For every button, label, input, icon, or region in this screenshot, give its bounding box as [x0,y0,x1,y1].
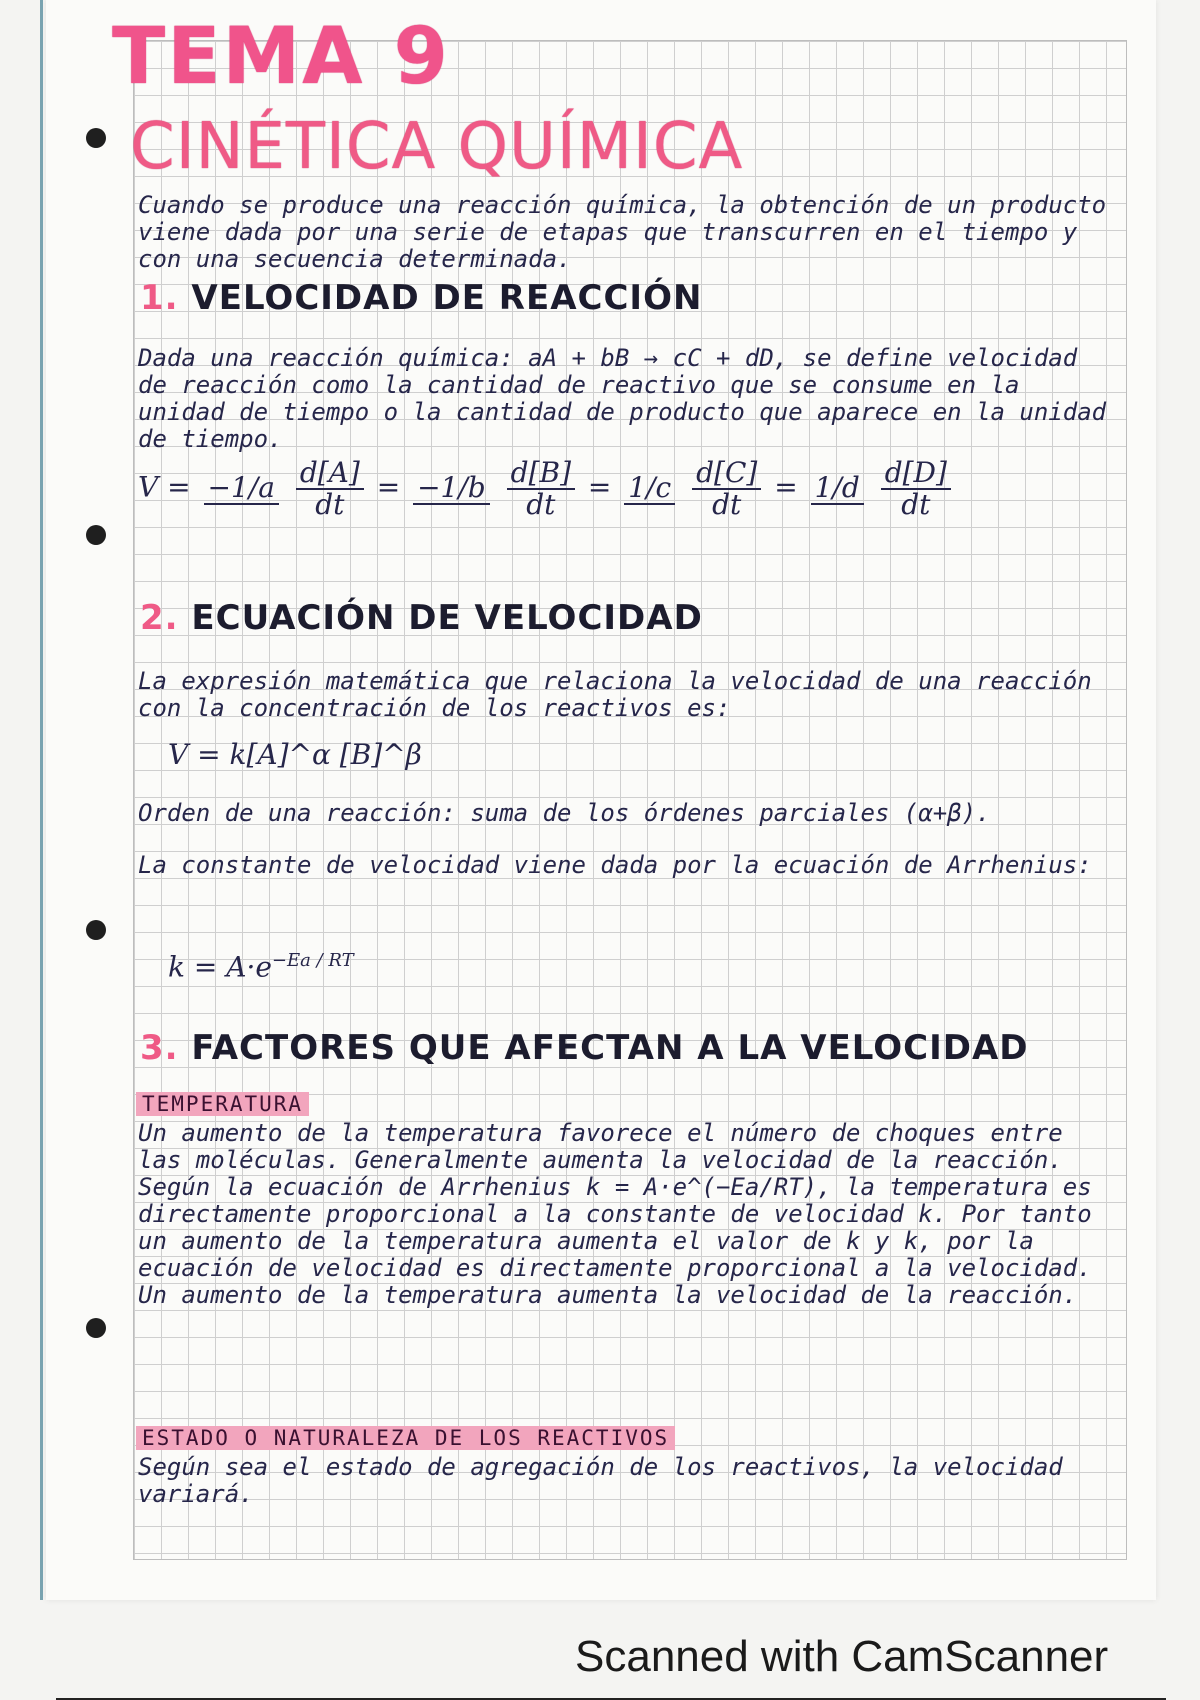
d-d: d[D] [881,458,951,490]
derivative-a [296,458,364,520]
arrhenius-equation [168,950,354,983]
section-1-text: Dada una reacción química: aA + bB → cC + dD, se define velocidad de reacción como la cantidad de reactivo que se consume en la unidad de tiempo o la cantidad de producto que aparece en la unidad de tiempo. [138,344,1107,453]
section-1-title: VELOCIDAD DE REACCIÓN [191,278,703,318]
d-b: d[B] [507,458,575,490]
intro-paragraph: Cuando se produce una reacción química, la obtención de un producto viene dada por una serie de etapas que transcurren en el tiempo y con una secuencia determinada. [138,191,1107,273]
dt-a: dt [315,488,345,521]
binder-hole [86,525,106,545]
d-c: d[C] [692,458,761,490]
page-edge [40,0,48,1600]
coef-b: −1/b [413,473,490,505]
tema-title: TEMA 9 [112,12,450,102]
arrhenius-intro: La constante de velocidad viene dada por la ecuación de Arrhenius: [138,851,1092,879]
section-3-heading [140,1028,1029,1068]
section-2-title: ECUACIÓN DE VELOCIDAD [191,598,703,638]
arrhenius-exponent: −Ea / RT [271,950,354,971]
dt-c: dt [712,488,742,521]
page-title: CINÉTICA QUÍMICA [130,110,744,184]
state-text: Según sea el estado de agregación de los reactivos, la velocidad variará. [138,1453,1063,1508]
binder-hole [86,920,106,940]
derivative-c [692,458,761,520]
derivative-d [881,458,951,520]
eq-sign: = [587,470,612,504]
eq-sign: = [376,470,401,504]
formula-lhs: V = [138,470,191,504]
coef-d: 1/d [811,473,864,505]
rate-equation: V = k[A]^α [B]^β [168,738,422,771]
binder-hole [86,1318,106,1338]
temperature-text: Un aumento de la temperatura favorece el número de choques entre las moléculas. Generalmente aumenta la velocidad de la reacción. Según la ecuación de Arrhenius k = A·e^(−Ea/RT), la temperatura es directamente proporcional a la constante de velocidad k. Por tanto un aumento de la temperatura aumenta el valor de k y k, por la ecuación de velocidad es directamente proporcional a la velocidad. Un aumento de la temperatura aumenta la velocidad de la reacción. [138,1119,1092,1309]
section-1-heading [140,278,702,318]
term-a [204,473,279,505]
reaction-order-text: Orden de una reacción: suma de los órdenes parciales (α+β). [138,799,991,827]
section-2-heading [140,598,703,638]
coef-a: −1/a [204,473,279,505]
section-3-title: FACTORES QUE AFECTAN A LA VELOCIDAD [191,1028,1029,1068]
rate-definition-formula [138,458,955,520]
term-d [811,473,864,505]
dt-b: dt [526,488,556,521]
scanner-watermark: Scanned with CamScanner [575,1632,1109,1681]
derivative-b [507,458,575,520]
d-a: d[A] [296,458,364,490]
temperature-tag: TEMPERATURA [136,1092,309,1116]
dt-d: dt [901,488,931,521]
section-3-number: 3. [140,1028,179,1068]
section-2-text: La expresión matemática que relaciona la velocidad de una reacción con la concentración de los reactivos es: [138,667,1092,722]
eq-sign: = [774,470,798,504]
coef-c: 1/c [624,473,675,505]
state-tag: ESTADO O NATURALEZA DE LOS REACTIVOS [136,1426,675,1450]
term-c [624,473,675,505]
arrhenius-base: k = A·e [168,950,272,984]
term-b [413,473,490,505]
section-2-number: 2. [140,598,179,638]
binder-hole [86,128,106,148]
section-1-number: 1. [140,278,179,318]
